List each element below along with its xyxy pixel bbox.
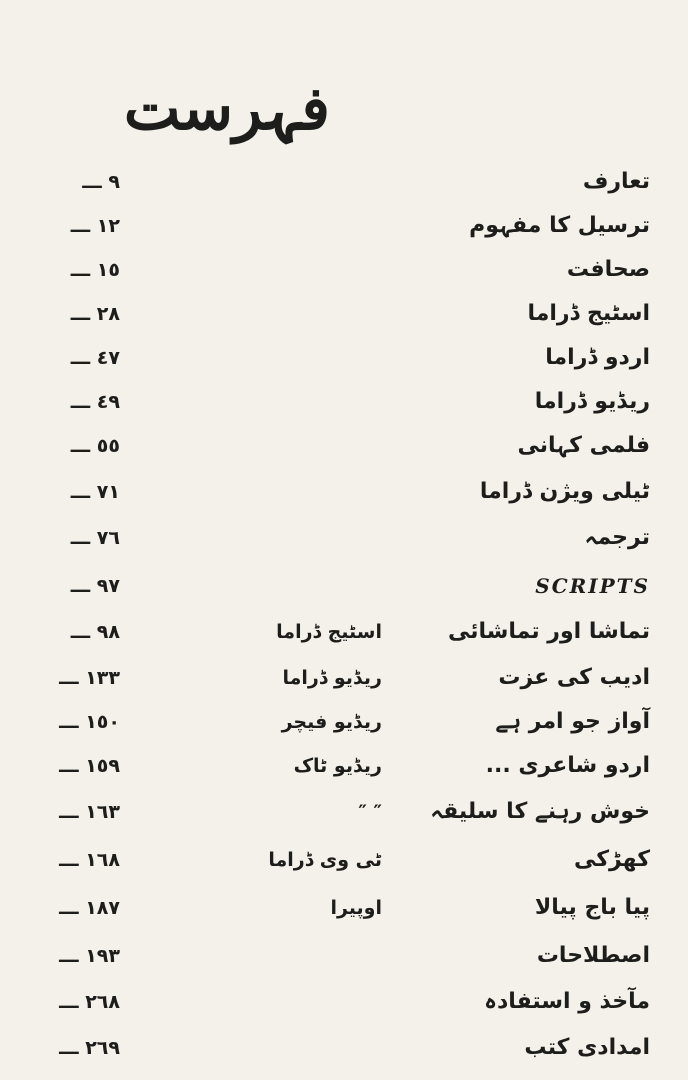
- toc-entry-category: اوپیرا: [330, 897, 382, 919]
- toc-row: [0, 518, 688, 558]
- toc-entry-category: [262, 162, 382, 202]
- toc-entry-page: ٥٥ ـــ: [70, 435, 120, 457]
- toc-entry-page: ٤٩ ـــ: [70, 391, 120, 413]
- toc-row: [0, 162, 688, 202]
- toc-row: [0, 702, 688, 742]
- toc-section-heading: SCRIPTS: [535, 574, 650, 598]
- toc-entry-category: ″ ″: [358, 801, 382, 823]
- toc-entry-category: [262, 338, 382, 378]
- toc-entry-title: ترسیل کا مفہوم: [469, 213, 650, 238]
- toc-entry-page: ١٥ ـــ: [70, 259, 120, 281]
- toc-entry-page: ١٦٣ ـــ: [59, 801, 120, 823]
- toc-entry-page: ٢٦٩ ـــ: [59, 1037, 120, 1059]
- toc-entry-page: ٧١ ـــ: [70, 481, 120, 503]
- toc-row: [0, 840, 688, 880]
- toc-entry-category: [262, 206, 382, 246]
- toc-row: [0, 294, 688, 334]
- toc-entry-page: ٩٧ ـــ: [70, 575, 120, 597]
- toc-row: [0, 612, 688, 652]
- toc-entry-title: ٹیلی ویژن ڈراما: [479, 479, 650, 504]
- toc-entry-category: [262, 518, 382, 558]
- toc-entry-page: ١٦٨ ـــ: [59, 849, 120, 871]
- toc-row: [0, 206, 688, 246]
- toc-entry-page: ٧٦ ـــ: [70, 527, 120, 549]
- toc-entry-title: امدادی کتب: [524, 1035, 650, 1060]
- toc-entry-page: ٩٨ ـــ: [70, 621, 120, 643]
- toc-entry-title: اصطلاحات: [536, 943, 650, 968]
- toc-row: [0, 936, 688, 976]
- toc-entry-category: [262, 250, 382, 290]
- toc-row: [0, 658, 688, 698]
- toc-entry-title: تعارف: [582, 169, 650, 194]
- toc-row: [0, 250, 688, 290]
- toc-entry-page: ١٨٧ ـــ: [59, 897, 120, 919]
- toc-entry-category: اسٹیج ڈراما: [276, 621, 382, 643]
- toc-entry-category: [262, 982, 382, 1022]
- toc-entry-page: ١٥٩ ـــ: [59, 755, 120, 777]
- toc-entry-title: اسٹیج ڈراما: [527, 301, 650, 326]
- toc-entry-title: ترجمہ: [584, 525, 650, 550]
- toc-entry-page: ١٢ ـــ: [70, 215, 120, 237]
- toc-entry-title: تماشا اور تماشائی: [447, 619, 650, 644]
- toc-entry-category: ٹی وی ڈراما: [268, 849, 382, 871]
- toc-entry-category: [262, 382, 382, 422]
- toc-entry-page: ٢٨ ـــ: [70, 303, 120, 325]
- toc-row: [0, 338, 688, 378]
- toc-row: [0, 382, 688, 422]
- toc-entry-category: [262, 426, 382, 466]
- toc-row: [0, 792, 688, 832]
- toc-row: [0, 982, 688, 1022]
- toc-entry-page: ١٥٠ ـــ: [59, 711, 120, 733]
- toc-entry-category: ریڈیو فیچر: [281, 711, 382, 733]
- toc-entry-title: صحافت: [566, 257, 650, 282]
- toc-entry-title: فلمی کہانی: [517, 433, 650, 458]
- toc-entry-title: ریڈیو ڈراما: [534, 389, 650, 414]
- toc-row: [0, 1028, 688, 1068]
- page-title: فہرست: [123, 74, 330, 144]
- toc-entry-page: ٤٧ ـــ: [70, 347, 120, 369]
- toc-entry-title: اردو ڈراما: [545, 345, 650, 370]
- toc-entry-title: خوش رہنے کا سلیقہ: [430, 799, 650, 824]
- toc-entry-page: ١٣٣ ـــ: [59, 667, 120, 689]
- toc-entry-category: [262, 472, 382, 512]
- toc-entry-page: ٢٦٨ ـــ: [59, 991, 120, 1013]
- toc-entry-title: آواز جو امر ہے: [495, 709, 650, 734]
- toc-row: [0, 566, 688, 606]
- toc-row: [0, 888, 688, 928]
- toc-entry-title: کھڑکی: [573, 847, 650, 872]
- toc-entry-title: ادیب کی عزت: [498, 665, 650, 690]
- toc-entry-category: ریڈیو ٹاک: [293, 755, 382, 777]
- toc-entry-category: [262, 936, 382, 976]
- toc-row: [0, 472, 688, 512]
- toc-entry-category: [262, 1028, 382, 1068]
- toc-entry-category: [262, 566, 382, 606]
- toc-entry-category: [262, 294, 382, 334]
- toc-row: [0, 746, 688, 786]
- toc-entry-title: مآخذ و استفادہ: [484, 989, 650, 1014]
- toc-entry-title: اردو شاعری ...: [485, 753, 650, 778]
- toc-row: [0, 426, 688, 466]
- toc-entry-page: ١٩٣ ـــ: [59, 945, 120, 967]
- toc-entry-page: ٩ ـــ: [82, 171, 120, 193]
- toc-entry-category: ریڈیو ڈراما: [282, 667, 382, 689]
- toc-entry-title: پیا باج پیالا: [534, 895, 650, 920]
